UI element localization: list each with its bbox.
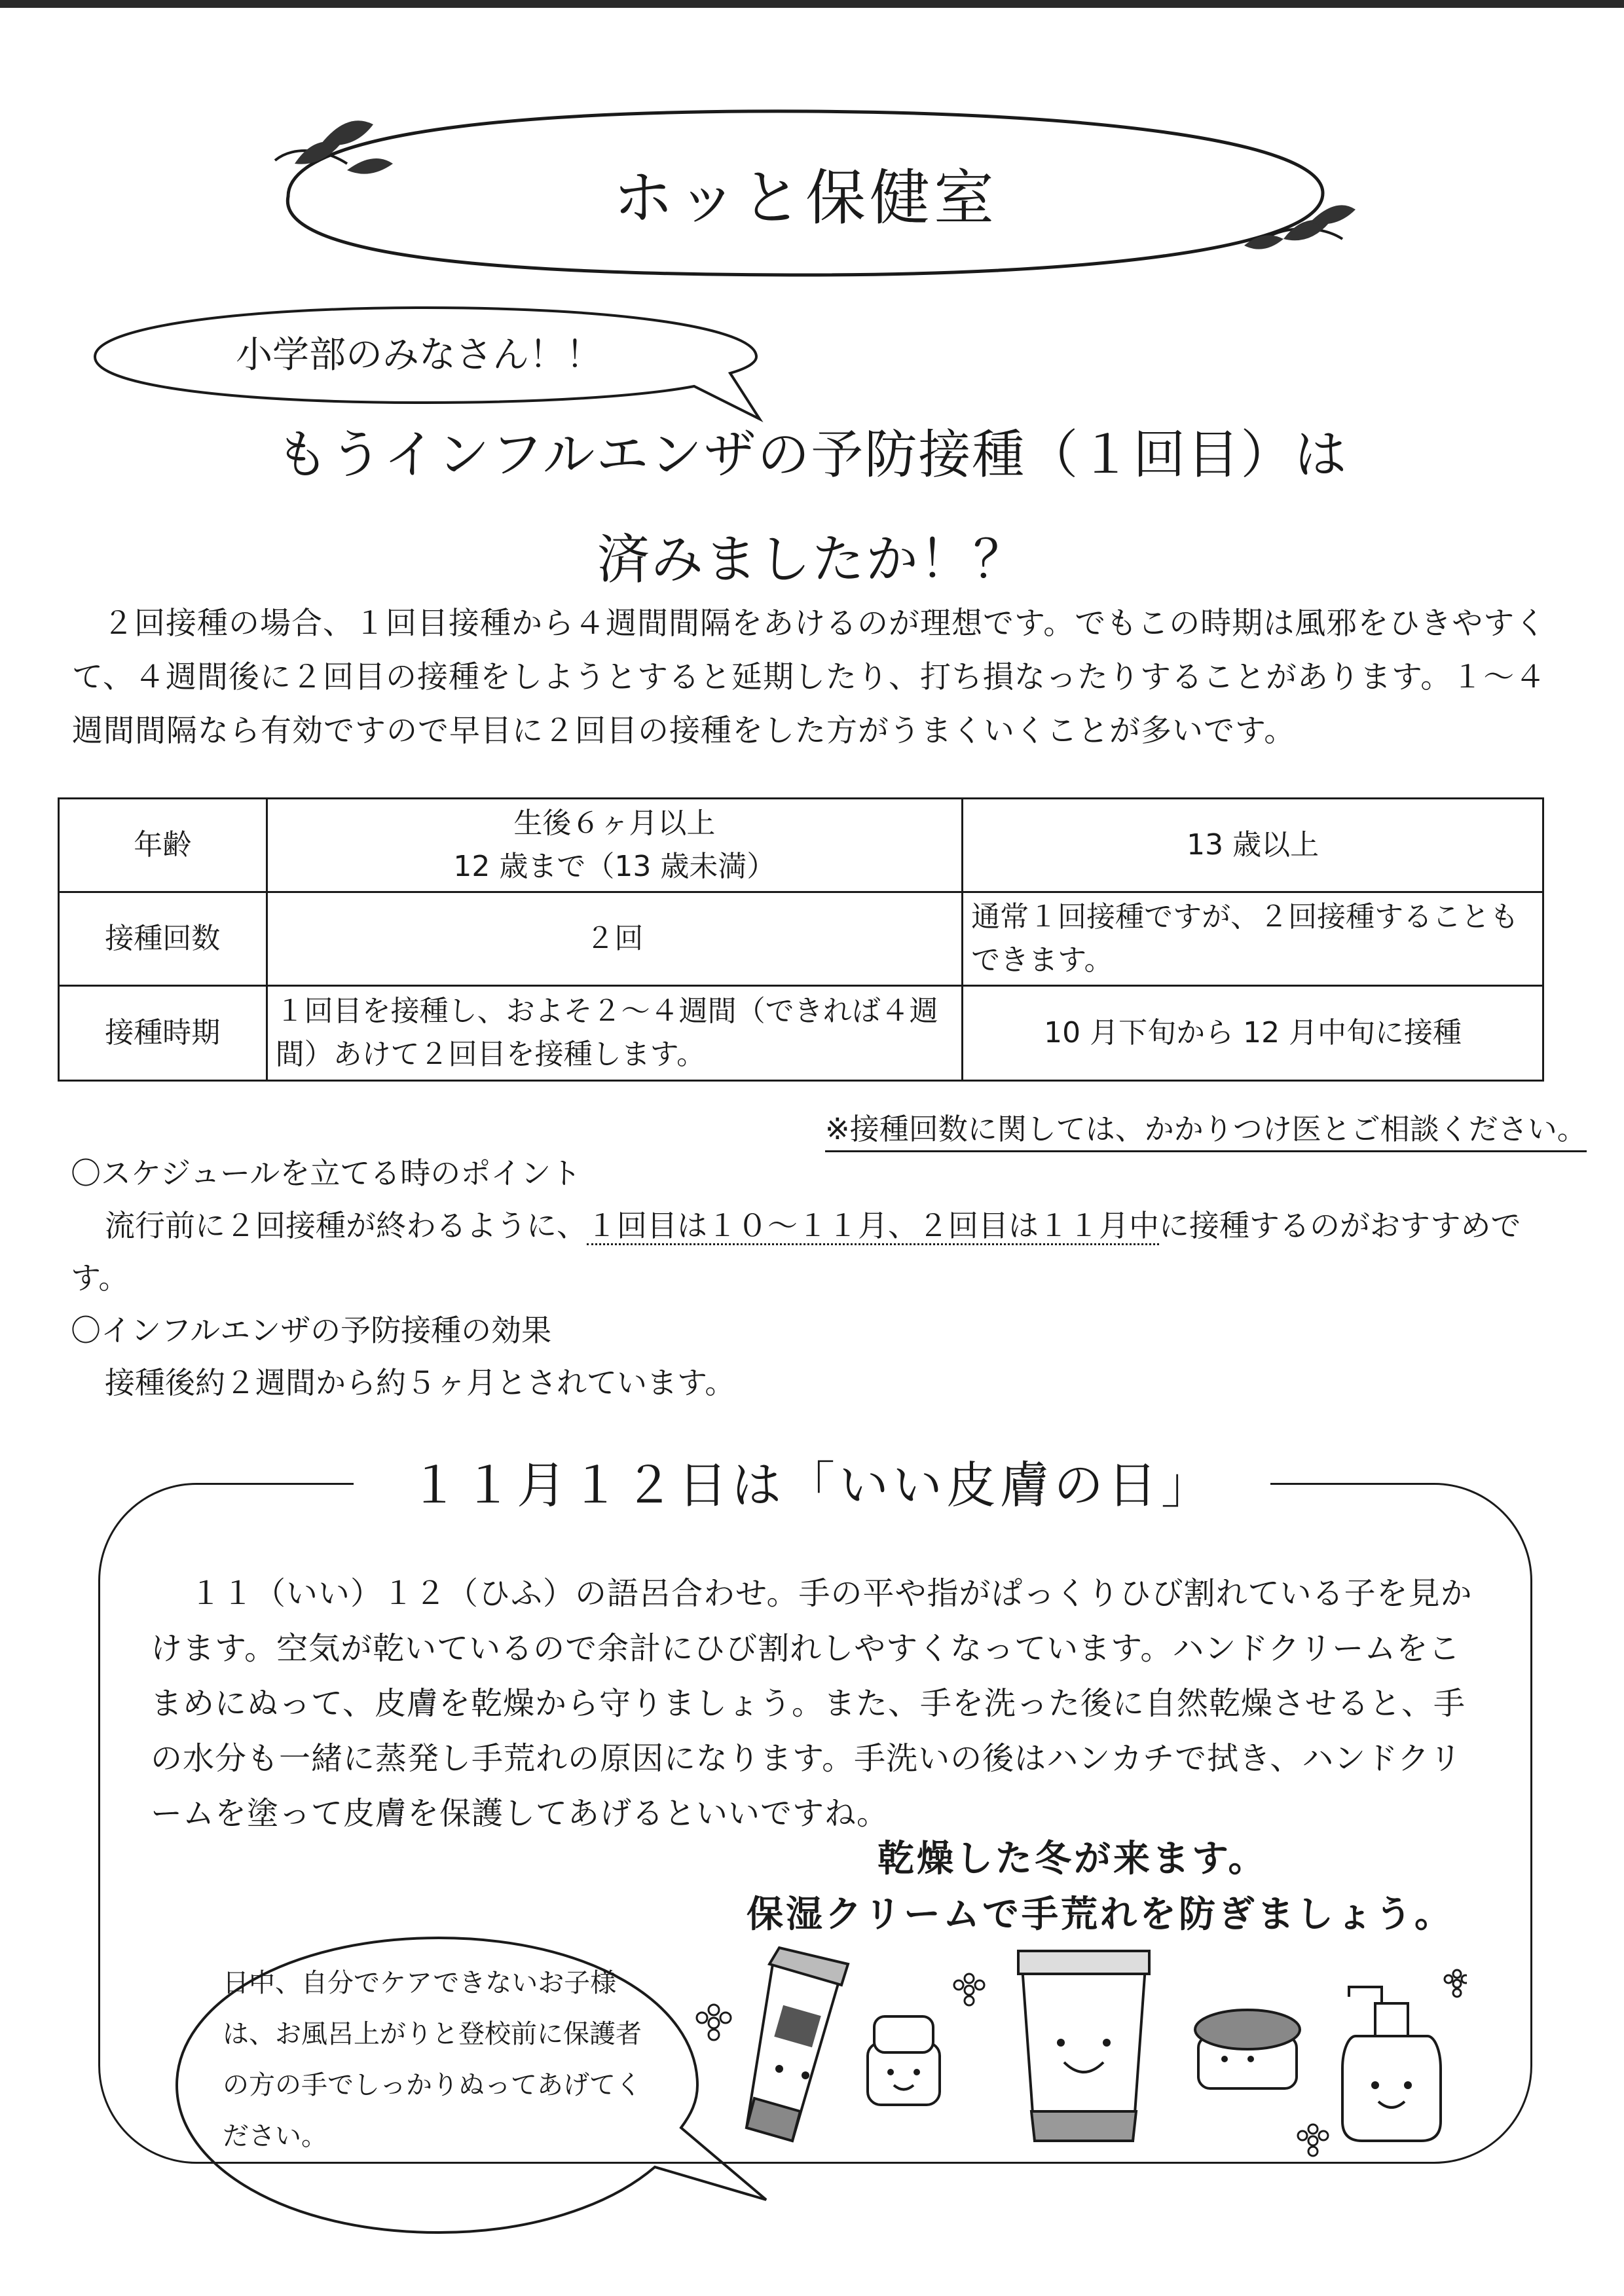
cell-doses-adult: 通常１回接種ですが、２回接種することもできます。 [963,892,1543,986]
handwritten-line-2: 保湿クリームで手荒れを防ぎましょう。 [747,1893,1454,1936]
row-label-doses: 接種回数 [59,892,267,986]
small-jar-icon [868,2016,940,2105]
cell-doses-child: ２回 [267,892,963,986]
table-row [59,799,1543,892]
headline-line-2: 済みましたか！？ [597,529,1027,590]
top-border-line [0,0,1624,8]
schedule-text-underlined: １回目は１０～１１月、２回目は１１月中 [587,1208,1159,1245]
cell-age-child: 生後６ヶ月以上 12 歳まで（13 歳未満） [267,799,963,892]
headline-line-1: もうインフルエンザの予防接種（１回目）は [276,424,1348,485]
speech-bubble [85,295,766,426]
page-title: ホッと保健室 [612,163,998,233]
table-row [59,892,1543,986]
care-bubble-text: 日中、自分でケアできないお子様は、お風呂上がりと登校前に保護者の方の手でしっかりぬってあげてください。 [223,1968,642,2151]
row-label-age: 年齢 [59,799,267,892]
skin-day-title: １１月１２日は「いい皮膚の日」 [409,1456,1215,1514]
schedule-text-after: に接種するのがおすすめです。 [71,1208,1521,1296]
care-speech-bubble [164,1931,773,2246]
vaccination-table [58,797,1544,1082]
cell-age-adult: 13 歳以上 [963,799,1543,892]
effect-heading: 〇インフルエンザの予防接種の効果 [71,1313,552,1348]
cream-illustration [694,1944,1467,2160]
intro-paragraph: ２回接種の場合、１回目接種から４週間間隔をあけるのが理想です。でもこの時期は風邪をひきやすくて、４週間後に２回目の接種をしようとすると延期したり、打ち損なったりすることがあります。１～４週間間隔なら有効ですので早目に２回目の接種をした方がうまくいくことが多いです。 [72,606,1547,749]
row-label-timing: 接種時期 [59,986,267,1081]
schedule-heading: 〇スケジュールを立てる時のポイント [71,1156,581,1191]
table-note: ※接種回数に関しては、かかりつけ医とご相談ください。 [825,1105,1587,1152]
skin-day-paragraph: １１（いい）１２（ひふ）の語呂合わせ。手の平や指がぱっくりひび割れている子を見かけます。空気が乾いているので余計にひび割れしやすくなっています。ハンドクリームをこまめにぬって、皮膚を乾燥から守りましょう。また、手を洗った後に自然乾燥させると、手の水分も一緒に蒸発し手荒れの原因になります。手洗いの後はハンカチで拭き、ハンドクリームを塗って皮膚を保護してあげるといいですね。 [151,1575,1473,1832]
schedule-text-before: 流行前に２回接種が終わるように、 [105,1208,587,1243]
cream-pot-icon [1195,2010,1300,2088]
cell-timing-adult: 10 月下旬から 12 月中旬に接種 [963,986,1543,1081]
handwritten-line-1: 乾燥した冬が来ます。 [877,1838,1268,1880]
pump-bottle-icon [1342,1987,1441,2141]
table-row [59,986,1543,1081]
big-tube-icon [1018,1951,1149,2141]
bubble-text: 小学部のみなさん！！ [236,334,602,376]
title-ellipse [249,98,1362,288]
tube-icon [747,1948,848,2141]
cell-timing-child: １回目を接種し、およそ２～４週間（できれば４週間）あけて２回目を接種します。 [267,986,963,1081]
effect-body: 接種後約２週間から約５ヶ月とされています。 [105,1365,735,1400]
schedule-body [71,1199,1557,1304]
